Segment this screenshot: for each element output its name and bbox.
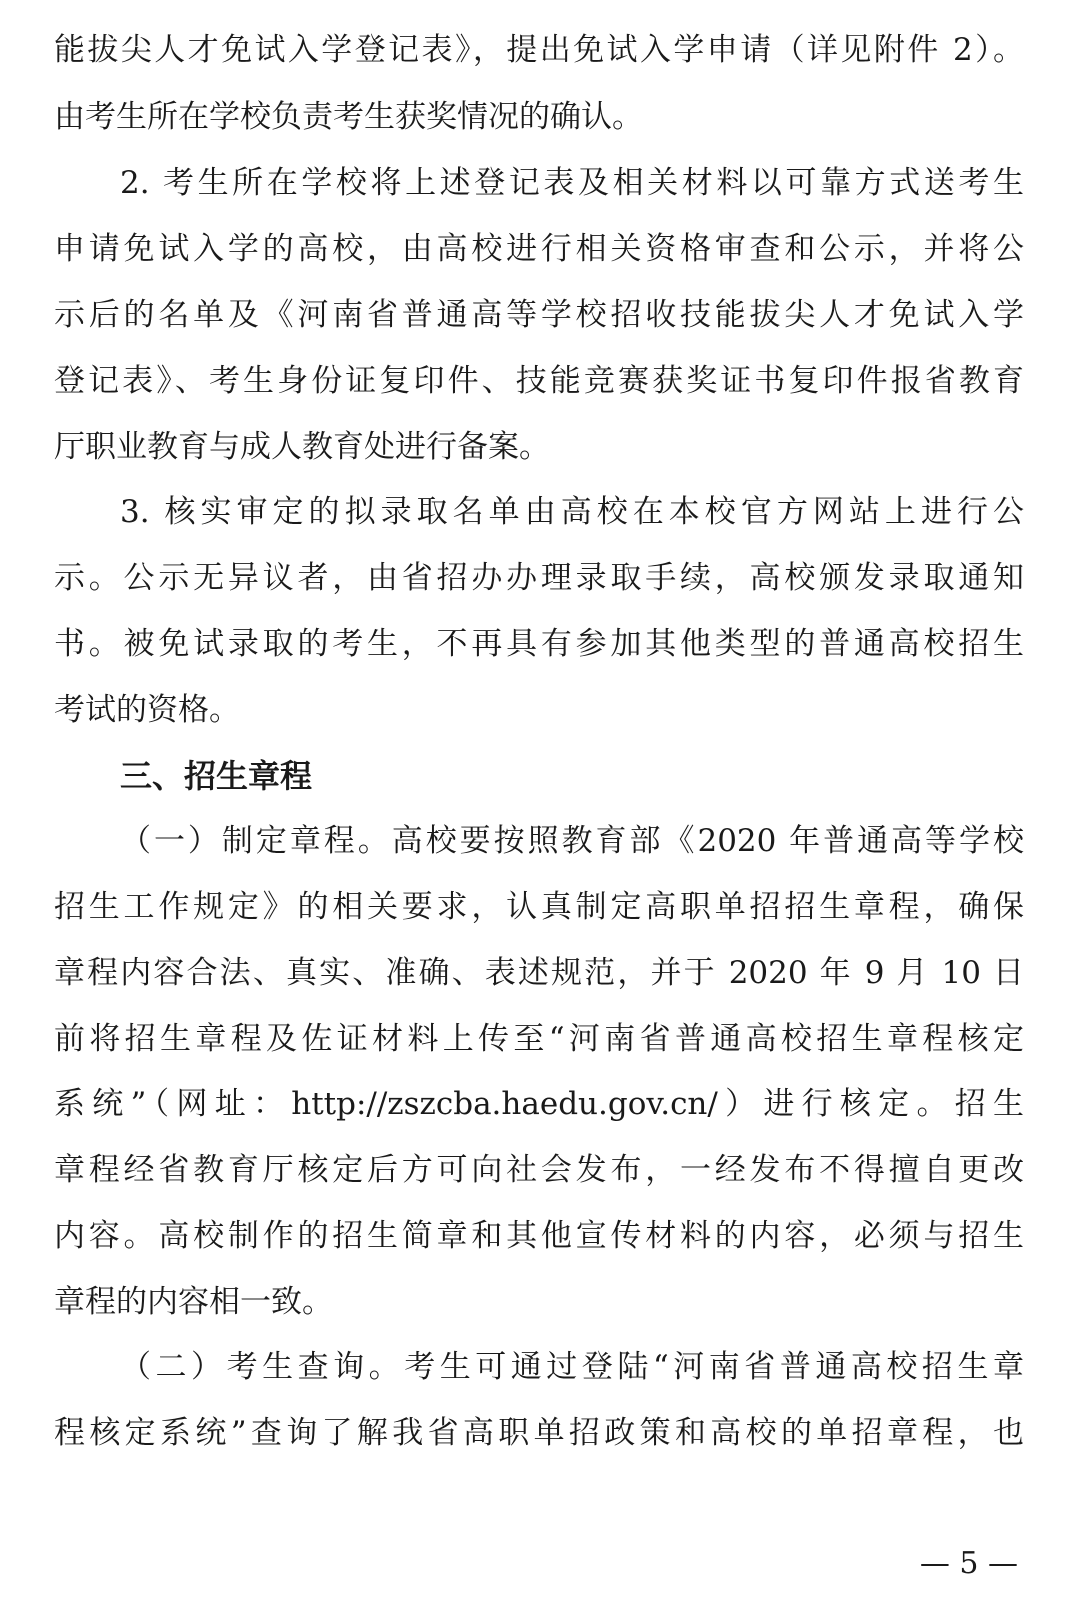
paragraph-line: 程核定系统”查询了解我省高职单招政策和高校的单招章程，也 (54, 1415, 1024, 1451)
paragraph-line: （一）制定章程。高校要按照教育部《2020 年普通高等学校 (120, 823, 1024, 859)
paragraph-line: 招生工作规定》的相关要求，认真制定高职单招招生章程，确保 (54, 889, 1024, 925)
paragraph-line: 能拔尖人才免试入学登记表》，提出免试入学申请（详见附件 2）。 (54, 32, 1024, 68)
paragraph-line: 申请免试入学的高校，由高校进行相关资格审查和公示，并将公 (54, 231, 1024, 267)
paragraph-line: 章程经省教育厅核定后方可向社会发布，一经发布不得擅自更改 (54, 1152, 1024, 1188)
paragraph-line: （二）考生查询。考生可通过登陆“河南省普通高校招生章 (120, 1349, 1024, 1385)
paragraph-line: 章程的内容相一致。 (54, 1284, 333, 1320)
paragraph-line: 系统”（网址：http://zszcba.haedu.gov.cn/）进行核定。招生 (54, 1086, 1024, 1122)
paragraph-line: 前将招生章程及佐证材料上传至“河南省普通高校招生章程核定 (54, 1021, 1024, 1057)
paragraph-line: 由考生所在学校负责考生获奖情况的确认。 (54, 99, 643, 135)
paragraph-line: 3. 核实审定的拟录取名单由高校在本校官方网站上进行公 (120, 494, 1024, 530)
paragraph-line: 登记表》、考生身份证复印件、技能竞赛获奖证书复印件报省教育 (54, 363, 1024, 399)
paragraph-line: 考试的资格。 (54, 692, 240, 728)
section-heading: 三、招生章程 (120, 757, 313, 795)
paragraph-line: 2. 考生所在学校将上述登记表及相关材料以可靠方式送考生 (120, 165, 1024, 201)
paragraph-line: 章程内容合法、真实、准确、表述规范，并于 2020 年 9 月 10 日 (54, 955, 1024, 991)
paragraph-line: 厅职业教育与成人教育处进行备案。 (54, 429, 550, 465)
paragraph-line: 示。公示无异议者，由省招办办理录取手续，高校颁发录取通知 (54, 560, 1024, 596)
paragraph-line: 内容。高校制作的招生简章和其他宣传材料的内容，必须与招生 (54, 1218, 1024, 1254)
page-number: — 5 — (919, 1546, 1018, 1581)
paragraph-line: 书。被免试录取的考生，不再具有参加其他类型的普通高校招生 (54, 626, 1024, 662)
paragraph-line: 示后的名单及《河南省普通高等学校招收技能拔尖人才免试入学 (54, 297, 1024, 333)
